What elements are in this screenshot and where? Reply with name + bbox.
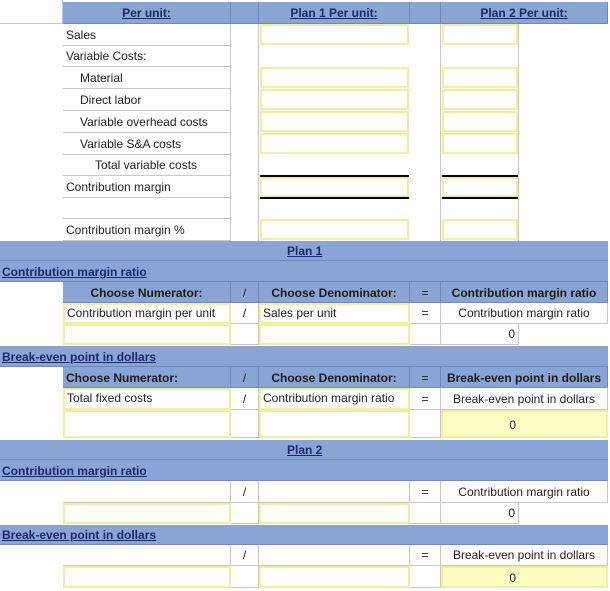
plan2-variable-overhead-input[interactable] <box>442 111 518 132</box>
plan1-cmr-equals-cell <box>410 303 441 324</box>
plan2-material-input[interactable] <box>442 67 518 88</box>
plan1-cmr-denominator-input[interactable] <box>259 324 410 345</box>
row-contribution-margin-pct-label: Contribution margin % <box>66 223 185 237</box>
plan1-title-bar <box>0 241 608 261</box>
plan1-bep-denominator-value: Contribution margin ratio <box>263 391 395 405</box>
row-variable-sa-label: Variable S&A costs <box>80 137 182 151</box>
plan1-cmr-slash-header <box>231 282 259 303</box>
plan1-cmr-numerator-select[interactable] <box>63 303 231 324</box>
row-variable-costs <box>63 46 231 67</box>
row-sales <box>63 24 231 46</box>
row-variable-overhead <box>63 111 231 133</box>
plan1-bep-denominator-select[interactable] <box>259 388 410 410</box>
plan2-contribution-margin-pct-input[interactable] <box>442 219 518 240</box>
per-unit-header-text: Per unit: <box>122 6 171 20</box>
gap-header-2 <box>410 2 441 24</box>
plan1-bep-section-title: Break-even point in dollars <box>2 350 157 364</box>
plan2-cmr-section <box>0 460 608 481</box>
plan1-title: Plan 1 <box>287 244 323 258</box>
plan2-bep-section <box>0 525 608 545</box>
plan2-bep-row2-equals-cell <box>410 566 441 588</box>
plan2-per-unit-header-text: Plan 2 Per unit: <box>480 6 568 20</box>
row-variable-sa <box>63 133 231 155</box>
plan1-bep-denominator-input[interactable] <box>259 410 410 438</box>
plan1-cmr-result-label-cell <box>441 303 608 324</box>
plan2-direct-labor-input[interactable] <box>442 89 518 110</box>
plan2-bep-slash: / <box>242 548 247 562</box>
plan1-material-input[interactable] <box>260 67 409 88</box>
row-sales-label: Sales <box>66 28 97 42</box>
plan2-bep-denominator-input[interactable] <box>259 566 410 588</box>
plan2-contribution-margin-input[interactable] <box>442 177 518 197</box>
plan2-bep-denominator-cell[interactable] <box>259 545 410 566</box>
plan1-variable-sa-input[interactable] <box>260 133 409 154</box>
plan2-cmr-result-value: 0 <box>508 506 515 520</box>
plan1-cmr-result-header <box>441 282 608 303</box>
plan1-cmr-denominator-select[interactable] <box>259 303 410 324</box>
plan1-bep-result-value-cell <box>441 410 608 438</box>
plan2-bep-numerator-input[interactable] <box>63 566 231 588</box>
plan1-bep-denominator-header <box>259 367 410 388</box>
plan1-cmr-result-value-cell <box>441 324 519 345</box>
plan1-direct-labor-input[interactable] <box>260 89 409 110</box>
plan2-bep-result-label-cell <box>441 545 608 566</box>
plan2-cmr-result-value-cell <box>441 503 519 524</box>
plan1-cmr-result-label: Contribution margin ratio <box>458 306 590 320</box>
plan1-bep-equals: = <box>421 392 429 406</box>
plan1-bep-numerator-input[interactable] <box>63 410 231 438</box>
plan2-cmr-numerator-cell[interactable] <box>63 481 231 503</box>
row-contribution-margin-pct <box>63 219 231 241</box>
plan1-bep-result-header-text: Break-even point in dollars <box>446 371 602 385</box>
plan2-cmr-section-title: Contribution margin ratio <box>2 464 147 478</box>
plan1-cmr-denominator-header <box>259 282 410 303</box>
plan2-bep-numerator-cell[interactable] <box>63 545 231 566</box>
plan1-cmr-numerator-header <box>63 282 231 303</box>
plan2-bep-result-label: Break-even point in dollars <box>452 548 596 562</box>
plan2-cmr-row2-equals-cell <box>410 503 441 524</box>
gap-header-1 <box>231 2 259 24</box>
plan1-cmr-slash-cell <box>231 303 259 324</box>
plan1-cmr-denominator-value: Sales per unit <box>263 306 337 320</box>
plan2-cmr-slash-cell <box>231 481 259 503</box>
plan1-bep-numerator-header <box>63 367 231 388</box>
plan2-bep-section-title: Break-even point in dollars <box>2 528 157 542</box>
plan2-bep-equals-cell <box>410 545 441 566</box>
plan1-cmr-equals-header <box>410 282 441 303</box>
plan1-cmr-result-header-text: Contribution margin ratio <box>451 286 597 300</box>
plan1-total-line-bottom <box>260 197 409 199</box>
plan1-bep-slash-header <box>231 367 259 388</box>
plan1-bep-numerator-header-text: Choose Numerator: <box>66 371 179 385</box>
row-contribution-margin-label: Contribution margin <box>66 180 171 194</box>
plan2-sales-input[interactable] <box>442 24 518 45</box>
plan1-bep-equals-header <box>410 367 441 388</box>
plan2-per-unit-header <box>441 2 608 24</box>
plan2-total-line-bottom <box>442 197 518 199</box>
grid-col-end <box>518 24 519 241</box>
plan1-bep-section <box>0 346 608 367</box>
plan1-bep-row2-equals-cell <box>410 410 441 438</box>
plan2-bep-result-value: 0 <box>509 571 516 585</box>
plan1-bep-result-value: 0 <box>509 418 516 432</box>
plan2-cmr-row2-slash-cell <box>231 503 259 524</box>
plan1-cmr-result-value: 0 <box>508 327 515 341</box>
grid-col-gap1 <box>258 24 259 241</box>
row-contribution-margin <box>63 176 231 198</box>
plan1-cmr-row2-slash-cell <box>231 324 259 345</box>
per-unit-header <box>63 2 231 24</box>
plan2-cmr-denominator-input[interactable] <box>259 503 410 524</box>
plan2-title-bar <box>0 440 608 460</box>
row-blank <box>63 198 231 219</box>
plan1-cmr-row2-equals-cell <box>410 324 441 345</box>
plan1-bep-result-label: Break-even point in dollars <box>452 392 596 406</box>
plan1-cmr-numerator-input[interactable] <box>63 324 231 345</box>
plan2-bep-row2-slash-cell <box>231 566 259 588</box>
plan2-cmr-denominator-cell[interactable] <box>259 481 410 503</box>
plan1-bep-slash-cell <box>231 388 259 410</box>
plan1-contribution-margin-input[interactable] <box>260 177 409 197</box>
plan1-cmr-denominator-header-text: Choose Denominator: <box>271 286 397 300</box>
corner-cell <box>0 0 63 24</box>
plan1-cmr-equals: = <box>421 306 429 320</box>
plan1-per-unit-header <box>259 2 410 24</box>
plan2-cmr-equals: = <box>421 485 429 499</box>
plan1-bep-row2-slash-cell <box>231 410 259 438</box>
plan1-bep-equals-cell <box>410 388 441 410</box>
plan2-title: Plan 2 <box>287 443 323 457</box>
plan2-bep-slash-cell <box>231 545 259 566</box>
plan2-cmr-numerator-input[interactable] <box>63 503 231 524</box>
plan2-cmr-slash: / <box>242 485 247 499</box>
plan1-bep-denominator-header-text: Choose Denominator: <box>271 371 397 385</box>
row-variable-overhead-label: Variable overhead costs <box>80 115 208 129</box>
row-direct-labor-label: Direct labor <box>80 93 142 107</box>
plan2-bep-result-value-cell <box>441 566 608 588</box>
plan1-contribution-margin-pct-input[interactable] <box>260 219 409 240</box>
row-variable-costs-label: Variable Costs: <box>66 49 147 63</box>
plan1-bep-equals-header-text: = <box>421 371 429 385</box>
plan1-bep-result-label-cell <box>441 388 608 410</box>
row-material-label: Material <box>80 71 123 85</box>
plan1-bep-slash: / <box>242 392 247 406</box>
plan1-bep-numerator-select[interactable] <box>63 388 231 410</box>
plan1-cmr-section <box>0 261 608 282</box>
row-material <box>63 67 231 89</box>
plan1-variable-overhead-input[interactable] <box>260 111 409 132</box>
plan2-cmr-equals-cell <box>410 481 441 503</box>
plan2-bep-equals: = <box>421 548 429 562</box>
plan1-cmr-numerator-value: Contribution margin per unit <box>67 306 216 320</box>
plan1-cmr-slash: / <box>242 306 247 320</box>
plan1-cmr-slash-header-text: / <box>242 286 247 300</box>
plan1-per-unit-header-text: Plan 1 Per unit: <box>290 6 378 20</box>
plan1-bep-slash-header-text: / <box>242 371 247 385</box>
plan2-cmr-result-label-cell <box>441 481 608 503</box>
row-direct-labor <box>63 89 231 111</box>
plan1-cmr-section-title: Contribution margin ratio <box>2 265 147 279</box>
plan2-cmr-result-label: Contribution margin ratio <box>458 485 590 499</box>
row-total-variable <box>63 155 231 176</box>
grid-col-gap2 <box>440 24 441 241</box>
plan2-variable-sa-input[interactable] <box>442 133 518 154</box>
row-total-variable-label: Total variable costs <box>95 158 198 172</box>
plan1-bep-numerator-value: Total fixed costs <box>67 391 153 405</box>
plan1-cmr-equals-header-text: = <box>421 286 429 300</box>
plan1-cmr-numerator-header-text: Choose Numerator: <box>90 286 203 300</box>
plan1-bep-result-header <box>441 367 608 388</box>
plan1-sales-input[interactable] <box>260 24 409 45</box>
